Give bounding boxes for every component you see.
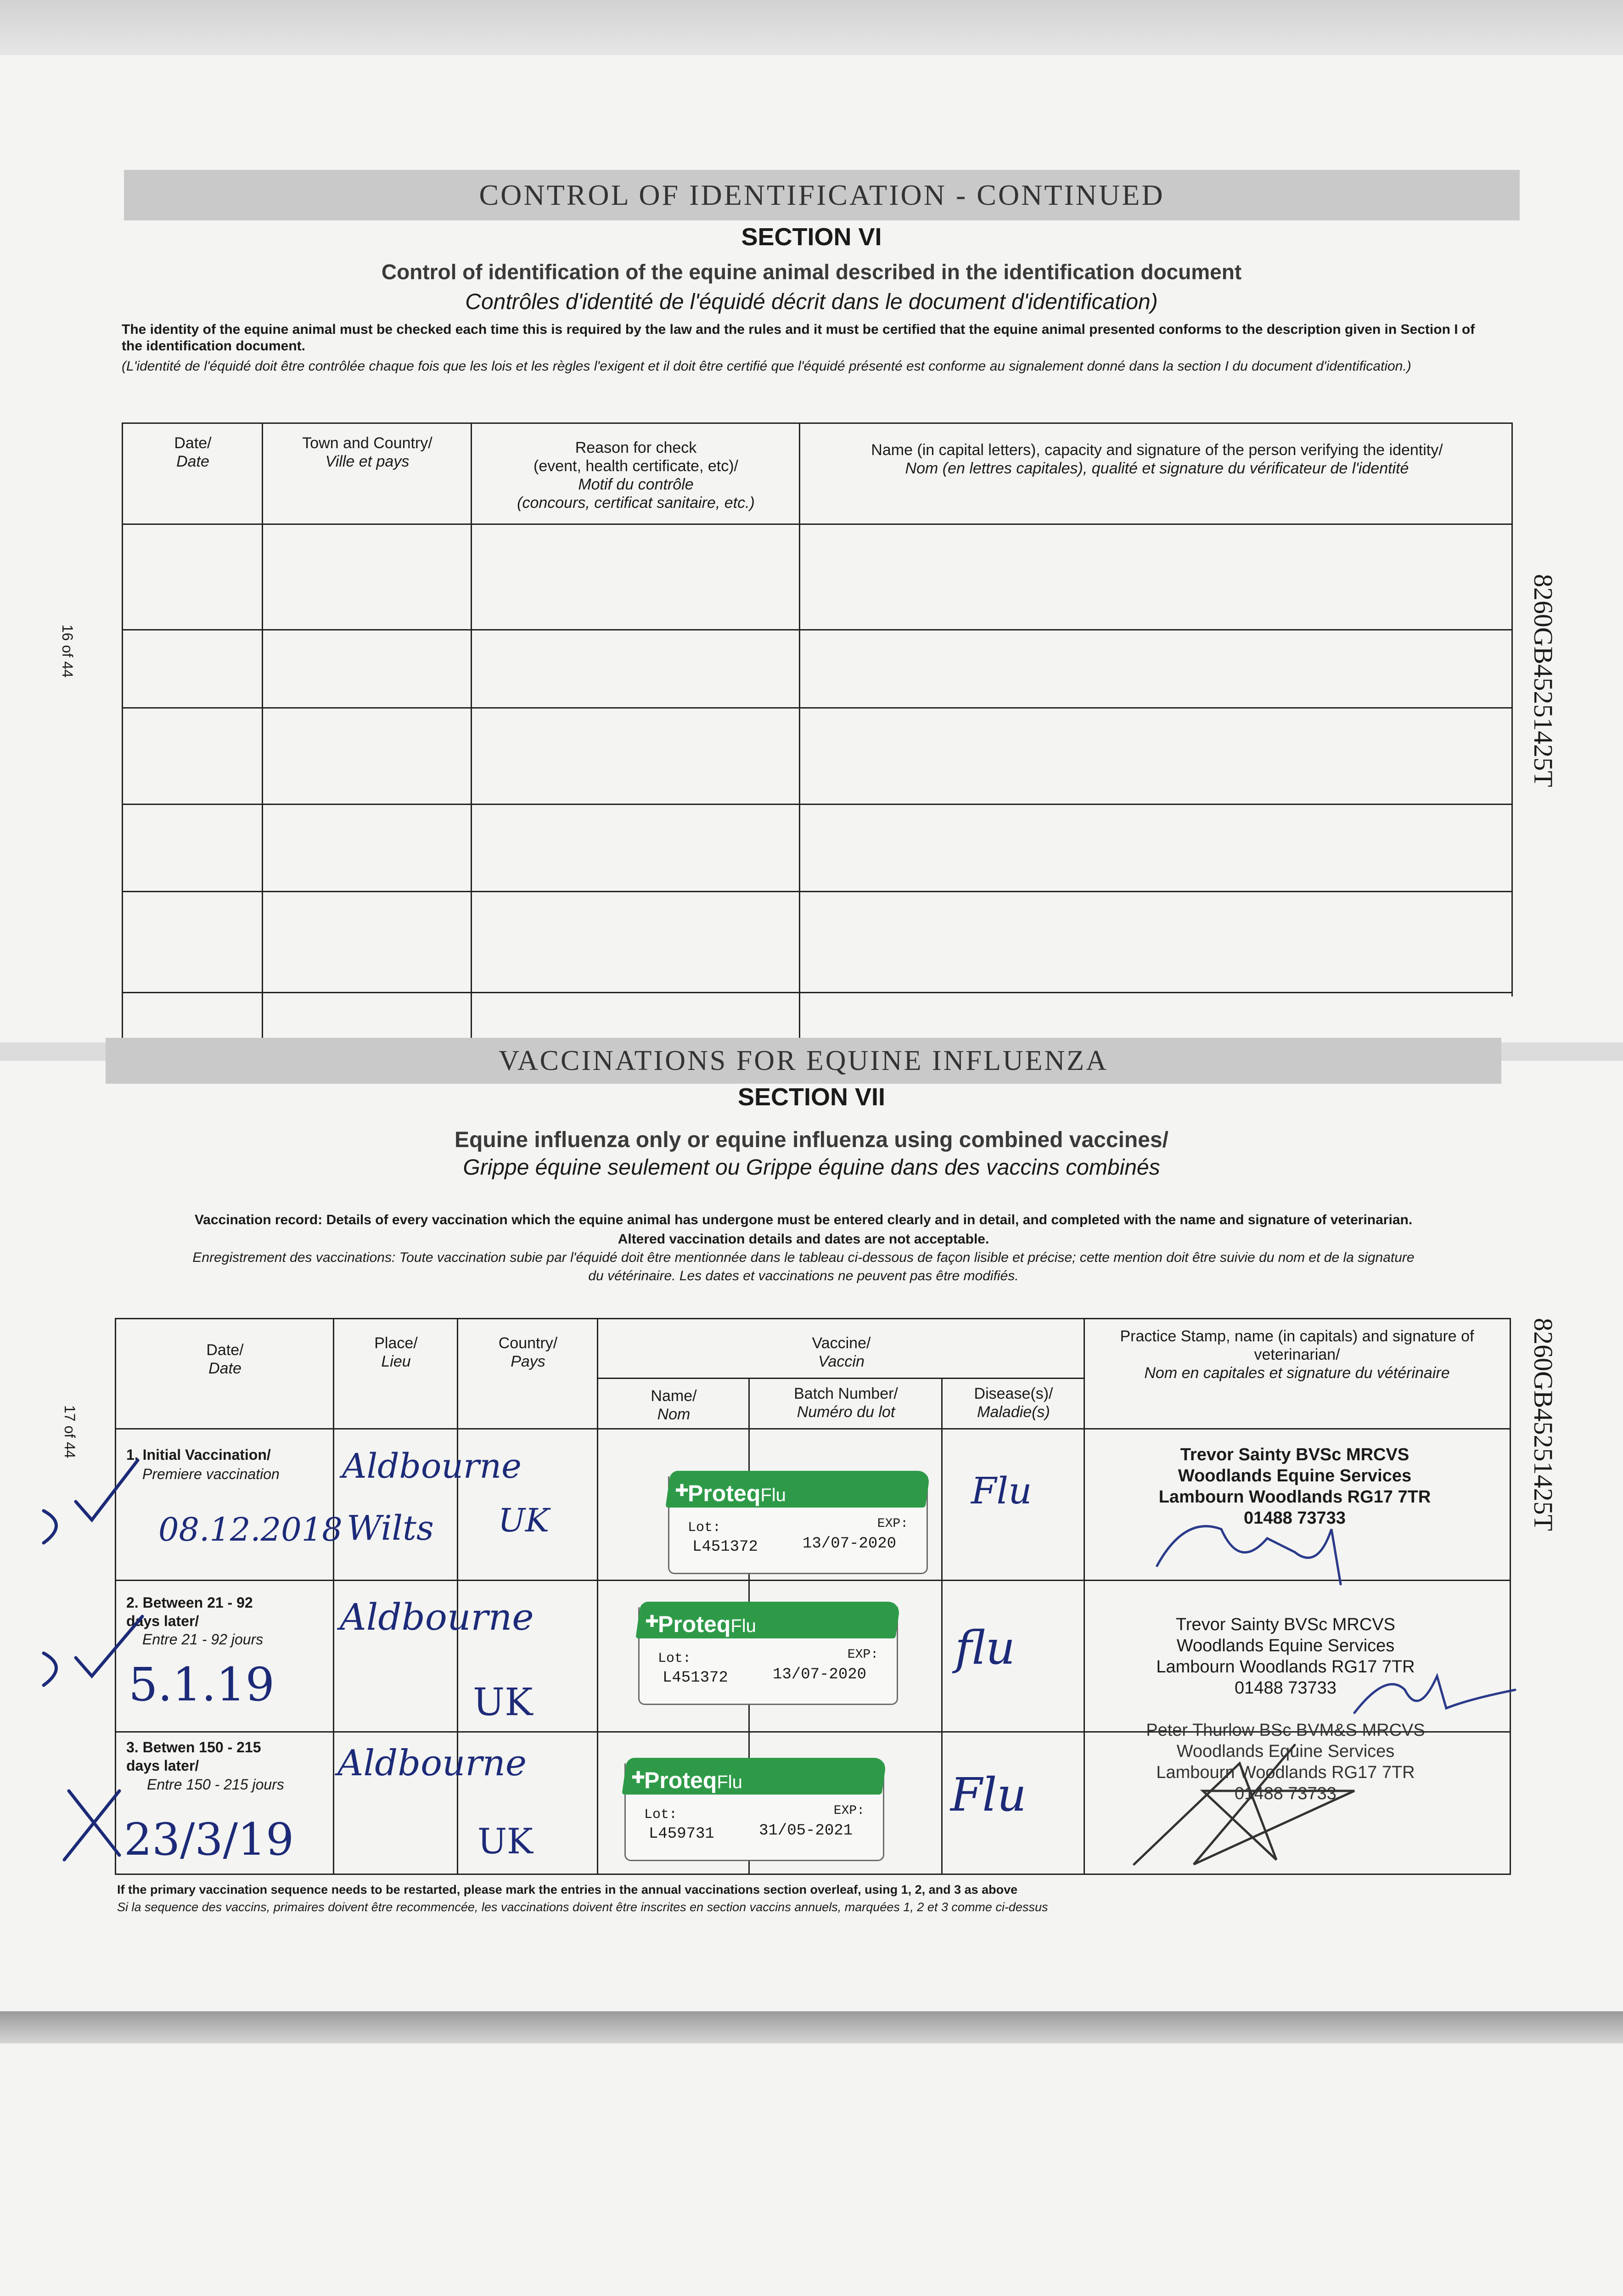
col-check-reason-en1: Reason for check bbox=[575, 439, 697, 456]
row1-place: Aldbourne bbox=[342, 1446, 522, 1486]
section6-title-fr: Contrôles d'identité de l'équidé décrit dans le document d'identification) bbox=[465, 290, 1158, 314]
col-vacc-country-en: Country/ bbox=[498, 1334, 558, 1352]
col-vacc-name-fr: Nom bbox=[657, 1406, 691, 1423]
cross-mark-row3 bbox=[64, 1791, 119, 1860]
drop-icon: ✚ bbox=[631, 1768, 646, 1787]
bracket-mark-row1 bbox=[44, 1511, 56, 1543]
col-vacc-disease-header bbox=[943, 1384, 1084, 1421]
col-vacc-place-fr: Lieu bbox=[381, 1353, 411, 1370]
footnote-en: If the primary vaccination sequence needs to be restarted, please mark the entries in the annual vaccinations section overleaf, using 1, 2, and 3 as above bbox=[117, 1883, 1018, 1896]
row3-label-fr: Entre 150 - 215 jours bbox=[147, 1776, 284, 1793]
col-vacc-stamp-fr: Nom en capitales et signature du vétérinaire bbox=[1144, 1364, 1450, 1382]
section6-label: SECTION VI bbox=[741, 223, 882, 251]
scan-bar-top bbox=[0, 0, 1623, 55]
col-check-date-header bbox=[124, 434, 262, 471]
row1-vet-stamp: Trevor Sainty BVSc MRCVS Woodlands Equine Services Lambourn Woodlands RG17 7TR 01488 73733 bbox=[1158, 1445, 1431, 1528]
row2-disease: flu bbox=[955, 1621, 1016, 1675]
document-id-bottom: 8260GB45251425T bbox=[1528, 1318, 1558, 1531]
section7-title-en: Equine influenza only or equine influenza using combined vaccines/ bbox=[455, 1128, 1168, 1152]
row3-label-en: 3. Betwen 150 - 215 days later/ bbox=[126, 1739, 261, 1774]
row1-country: UK bbox=[498, 1502, 550, 1539]
col-vacc-name-header bbox=[599, 1387, 748, 1424]
section7-record-fr2: du vétérinaire. Les dates et vaccinations ne peuvent pas être modifiés. bbox=[588, 1268, 1019, 1283]
col-vacc-place-en: Place/ bbox=[374, 1334, 418, 1352]
row3-expiry: 31/05-2021 bbox=[759, 1822, 853, 1840]
row1-vaccine-name: ProteqFlu bbox=[688, 1480, 786, 1506]
row3-vaccine-name: ProteqFlu bbox=[644, 1767, 742, 1793]
col-vacc-stamp-en: Practice Stamp, name (in capitals) and signature of veterinarian/ bbox=[1120, 1328, 1474, 1363]
row1-expiry: 13/07-2020 bbox=[803, 1535, 897, 1553]
section7-title-fr: Grippe équine seulement ou Grippe équine dans des vaccins combinés bbox=[463, 1155, 1160, 1180]
drop-icon: ✚ bbox=[675, 1481, 689, 1500]
col-vacc-stamp-header bbox=[1090, 1327, 1504, 1382]
col-vacc-date-en: Date/ bbox=[206, 1341, 244, 1359]
row3-country: UK bbox=[477, 1821, 533, 1862]
row1-label-en: 1. Initial Vaccination/ bbox=[126, 1446, 271, 1463]
col-vacc-batch-en: Batch Number/ bbox=[794, 1385, 898, 1402]
col-vacc-disease-en: Disease(s)/ bbox=[974, 1385, 1053, 1402]
col-check-reason-en2: (event, health certificate, etc)/ bbox=[534, 457, 738, 475]
col-vacc-vaccine-fr: Vaccin bbox=[818, 1353, 865, 1370]
row2-label-en: 2. Between 21 - 92 days later/ bbox=[126, 1594, 253, 1629]
section6-intro-en: The identity of the equine animal must be checked each time this is required by the law and the rules and it must be certified that the equine animal presented conforms to the description given in Section I of the identification document. bbox=[122, 322, 1475, 354]
row2-expiry: 13/07-2020 bbox=[773, 1666, 867, 1683]
col-check-reason-header bbox=[473, 439, 799, 512]
row2-vaccine-name: ProteqFlu bbox=[658, 1611, 756, 1637]
row1-place-county: Wilts bbox=[347, 1508, 434, 1548]
row1-batch: L451372 bbox=[692, 1538, 758, 1556]
page-number-bottom: 17 of 44 bbox=[62, 1405, 78, 1458]
drop-icon: ✚ bbox=[645, 1612, 659, 1631]
col-check-date-fr: Date bbox=[176, 453, 209, 470]
row2-exp-label: EXP: bbox=[847, 1648, 878, 1662]
page-number-top: 16 of 44 bbox=[59, 625, 76, 678]
row1-date: 08.12.2018 bbox=[158, 1511, 343, 1548]
col-check-town-fr: Ville et pays bbox=[325, 453, 410, 470]
row3-exp-label: EXP: bbox=[833, 1804, 865, 1818]
col-vacc-vaccine-en: Vaccine/ bbox=[812, 1334, 871, 1352]
col-vacc-place-header bbox=[335, 1334, 457, 1371]
col-vacc-vaccine-header bbox=[599, 1334, 1084, 1371]
row3-date: 23/3/19 bbox=[124, 1814, 294, 1865]
vet-signature-row1 bbox=[1157, 1526, 1341, 1584]
row2-place: Aldbourne bbox=[340, 1596, 534, 1638]
row1-exp-label: EXP: bbox=[877, 1517, 908, 1531]
section7-label: SECTION VII bbox=[737, 1083, 886, 1111]
section7-banner: VACCINATIONS FOR EQUINE INFLUENZA bbox=[106, 1038, 1501, 1084]
scan-bar-bottom bbox=[0, 2011, 1623, 2043]
row1-lot-label: Lot: bbox=[688, 1520, 721, 1536]
col-vacc-batch-header bbox=[751, 1384, 941, 1421]
document-id-top: 8260GB45251425T bbox=[1528, 574, 1558, 787]
row1-disease: Flu bbox=[971, 1469, 1032, 1512]
col-check-date-en: Date/ bbox=[174, 434, 212, 452]
row2-batch: L451372 bbox=[663, 1669, 728, 1687]
section6-banner: CONTROL OF IDENTIFICATION - CONTINUED bbox=[124, 170, 1520, 220]
row3-vaccine-sticker bbox=[624, 1763, 884, 1861]
row3-vet-stamp: Peter Thurlow BSc BVM&S MRCVS Woodlands Equine Services Lambourn Woodlands RG17 7TR 01488 73733 bbox=[1146, 1721, 1425, 1803]
section7-record-en2: Altered vaccination details and dates are not acceptable. bbox=[618, 1232, 989, 1247]
bracket-mark-row2 bbox=[44, 1653, 56, 1685]
row1-vaccine-sticker bbox=[668, 1476, 928, 1574]
row3-disease: Flu bbox=[950, 1768, 1027, 1822]
col-vacc-country-fr: Pays bbox=[511, 1353, 545, 1370]
row3-place: Aldbourne bbox=[337, 1743, 527, 1784]
col-check-reason-fr2: (concours, certificat sanitaire, etc.) bbox=[517, 494, 755, 512]
col-check-town-en: Town and Country/ bbox=[302, 434, 432, 452]
col-check-name-fr: Nom (en lettres capitales), qualité et signature du vérificateur de l'identité bbox=[905, 460, 1409, 477]
col-check-name-en: Name (in capital letters), capacity and signature of the person verifying the identity/ bbox=[871, 441, 1443, 459]
row2-vaccine-sticker bbox=[638, 1607, 898, 1705]
col-vacc-date-header bbox=[117, 1341, 333, 1378]
row3-lot-label: Lot: bbox=[644, 1807, 678, 1823]
section7-record-fr: Enregistrement des vaccinations: Toute vaccination subie par l'équidé doit être mentionnée dans le tableau ci-dessous de façon lisible et précise; cette mention doit être suivie du nom et de la signature bbox=[192, 1250, 1415, 1265]
col-vacc-name-en: Name/ bbox=[651, 1387, 697, 1405]
row2-label-fr: Entre 21 - 92 jours bbox=[142, 1631, 264, 1648]
row2-lot-label: Lot: bbox=[658, 1651, 691, 1666]
section6-title-en: Control of identification of the equine animal described in the identification document bbox=[381, 260, 1242, 284]
tick-mark-row1 bbox=[76, 1460, 138, 1520]
col-check-reason-fr1: Motif du contrôle bbox=[578, 476, 694, 493]
col-vacc-batch-fr: Numéro du lot bbox=[797, 1403, 895, 1421]
col-check-town-header bbox=[264, 434, 471, 471]
col-vacc-country-header bbox=[459, 1334, 597, 1371]
row2-vet-stamp: Trevor Sainty BVSc MRCVS Woodlands Equine Services Lambourn Woodlands RG17 7TR 01488 73733 bbox=[1156, 1615, 1415, 1698]
row1-label-fr: Premiere vaccination bbox=[142, 1466, 280, 1482]
col-check-name-header bbox=[808, 441, 1506, 478]
footnote-fr: Si la sequence des vaccins, primaires doivent être recommencée, les vaccinations doivent être inscrites en section vaccins annuels, marquées 1, 2 et 3 comme ci-dessus bbox=[117, 1900, 1048, 1914]
section7-record-en: Vaccination record: Details of every vaccination which the equine animal has undergone must be entered clearly and in detail, and completed with the name and signature of veterinarian. bbox=[194, 1212, 1413, 1227]
row2-date: 5.1.19 bbox=[129, 1658, 275, 1711]
row2-country: UK bbox=[473, 1681, 533, 1724]
section6-intro-fr: (L'identité de l'équidé doit être contrôlée chaque fois que les lois et les règles l'exigent et il doit être certifié que l'équidé présenté est conforme au signalement donné dans la section I du document d'identification.) bbox=[122, 359, 1411, 374]
col-vacc-date-fr: Date bbox=[208, 1360, 241, 1377]
col-vacc-disease-fr: Maladie(s) bbox=[977, 1403, 1050, 1421]
row3-batch: L459731 bbox=[649, 1825, 714, 1843]
